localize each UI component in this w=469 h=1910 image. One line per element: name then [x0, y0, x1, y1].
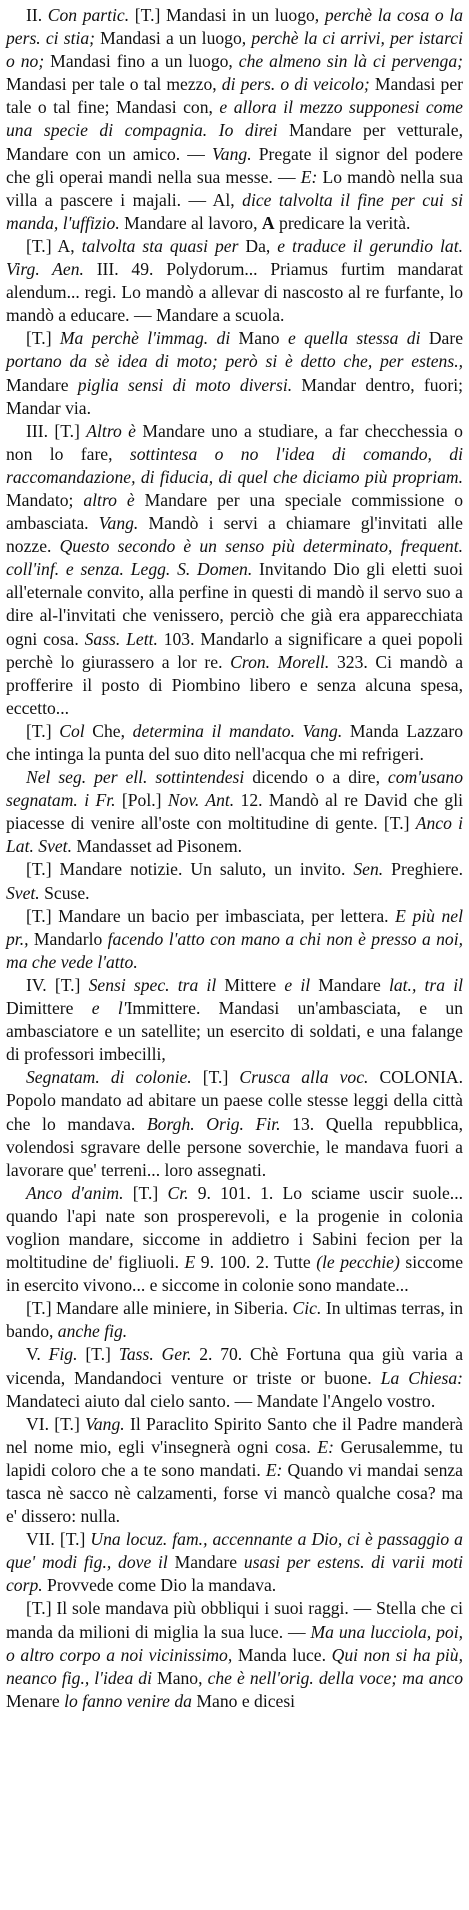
italic-text: Vang. — [85, 1413, 125, 1434]
italic-text: Nel seg. per ell. sottintendesi — [26, 767, 245, 788]
italic-text: lat., tra il — [388, 974, 463, 995]
body-text: Scuse. — [39, 882, 90, 903]
italic-text: E — [184, 1252, 196, 1273]
body-text: Mandare per vetturale, Mandare con un amico. — — [6, 120, 463, 164]
italic-text: Svet. — [6, 882, 40, 903]
body-text: Mandasi fino a un luogo, — [44, 51, 239, 72]
body-text: Mandasi per tale o tal fine; Mandasi con, — [6, 74, 464, 118]
body-text: Mandateci aiuto dal cielo santo. — Mandate l'Angelo vostro. — [6, 1390, 436, 1411]
entry-paragraph — [6, 420, 463, 720]
body-text: Menare — [6, 1690, 65, 1711]
body-text: Quando vi mandai senza tasca nè sacco nè calzamenti, forse vi mancò qualche cosa? ma e' dissero: nulla. — [6, 1459, 463, 1527]
body-text: Lo mandò nella sua villa a pascere i majali. — Al, — [6, 166, 463, 210]
body-text: 2. 70. Chè Fortuna qua giù varia a vicenda, Mandandoci venture or triste or buone. — [6, 1344, 464, 1388]
body-text: Dare — [420, 328, 464, 349]
entry-paragraph — [6, 974, 463, 1066]
italic-text: e quella stessa di — [287, 328, 421, 349]
italic-text: dice talvolta il fine per cui si manda, l'uffizio. — [6, 189, 463, 233]
body-text: Mandare — [310, 974, 389, 995]
entry-paragraph — [6, 1066, 463, 1181]
italic-text: perchè la ci arrivi, per istarci o no; — [6, 28, 463, 72]
italic-text: Segnatam. di colonie. — [26, 1067, 192, 1088]
italic-text: Cron. Morell. — [230, 651, 330, 672]
body-text: VII. [T.] — [26, 1529, 91, 1550]
body-text: predicare la verità. — [274, 212, 411, 233]
italic-text: Sass. Lett. — [84, 628, 158, 649]
entry-paragraph — [6, 1413, 463, 1528]
body-text: [T.] Il sole mandava più obbliqui i suoi raggi. — Stella che ci manda da milioni di miglia la sua luce. — — [6, 1598, 463, 1642]
body-text: [T.] Mandasi in un luogo, — [129, 5, 325, 25]
body-text: Mandar dentro, fuori; Mandar via. — [6, 374, 463, 418]
italic-text: Cr. — [167, 1182, 189, 1203]
italic-text: Crusca alla voc. — [239, 1067, 369, 1088]
body-text: Mandasi a un luogo, — [95, 28, 252, 49]
body-text: Mandare — [6, 374, 78, 395]
entry-paragraph — [6, 766, 463, 858]
italic-text: La Chiesa: — [380, 1367, 463, 1388]
entry-paragraph — [6, 235, 463, 327]
body-text: e dicesi — [241, 1690, 296, 1711]
body-text: Che, — [84, 720, 133, 741]
body-text: [T.] Mandare un bacio per imbasciata, per lettera. — [26, 905, 396, 926]
italic-text: Questo secondo è un senso più determinato, frequent. coll'inf. e senza. Legg. S. Domen. — [6, 536, 463, 580]
italic-text: perchè la cosa o la pers. ci stia; — [6, 5, 464, 49]
italic-text: Una locuz. fam., accennante a Dio, ci è passaggio a que' modi fig., dove il — [6, 1529, 463, 1573]
entry-paragraph — [6, 1297, 463, 1343]
italic-text: che almeno sin là ci pervenga; — [238, 51, 464, 72]
italic-text: Anco d'anim. — [26, 1182, 124, 1203]
italic-text: Altro è — [86, 420, 136, 441]
italic-text: e traduce il gerundio lat. Virg. Aen. — [6, 235, 463, 280]
entry-paragraph — [6, 720, 463, 766]
italic-text: (le pecchie) — [316, 1252, 400, 1273]
body-text: V. — [26, 1344, 49, 1365]
body-text: Mittere — [216, 974, 285, 995]
italic-text: determina il mandato. Vang. — [132, 720, 343, 741]
body-text: [Pol.] — [115, 790, 168, 811]
entry-paragraph — [6, 1182, 463, 1297]
italic-text: Fig. — [48, 1344, 78, 1365]
body-text: [T.] A, — [26, 235, 82, 256]
italic-text: talvolta sta quasi per — [81, 235, 239, 256]
italic-text: Nov. Ant. — [167, 790, 235, 811]
italic-text: portano da sè idea di moto; però si è detto che, per estens., — [6, 351, 463, 372]
body-text: Invitando Dio gli eletti suoi all'eternale convito, alla perfine in questi di mandò il servo suo a dire al-l'invitati che venissero, perciò che già era apparecchiata ogni cosa. — [6, 559, 464, 649]
body-text: [T.] — [191, 1067, 240, 1088]
body-text: siccome in esercito vivono... e siccome in colonie sono mandate... — [6, 1252, 463, 1296]
body-text: 9. 100. 2. Tutte — [195, 1252, 317, 1273]
body-text: Mandato; — [6, 489, 84, 510]
body-text: [T.] Mandare notizie. Un saluto, un invito. — [26, 859, 354, 880]
italic-text: E più nel pr., — [6, 905, 463, 949]
entry-paragraph — [6, 327, 463, 419]
italic-text: sottintesa o no l'idea di comando, di raccomandazione, di fiducia, di quel che diciamo più propriam. — [6, 443, 463, 487]
italic-text: Col — [59, 720, 85, 741]
body-text: [T.] — [123, 1182, 168, 1203]
body-text: 103. Mandarlo a significare a quei popoli perchè lo giurassero a lor re. — [6, 628, 463, 672]
body-text: Mandare al lavoro, — [119, 212, 262, 233]
body-text: [T.] — [77, 1344, 119, 1365]
body-text: Provvede come Dio la mandava. — [42, 1575, 277, 1596]
body-text: Il Paraclito Spirito Santo che il Padre manderà nel nome mio, egli v'insegnerà ogni cosa. — [6, 1413, 463, 1457]
italic-text: Con partic. — [47, 5, 130, 25]
body-text: COLONIA. Popolo mandato ad abitare un paese colle stesse leggi della città che lo mandava. — [6, 1067, 464, 1134]
italic-text: Vang. — [212, 143, 252, 164]
entry-paragraph — [6, 4, 463, 235]
italic-text: altro è — [83, 489, 135, 510]
italic-text: com'usano segnatam. i Fr. — [6, 767, 463, 811]
body-text: [T.] — [26, 720, 60, 741]
body-text: III. [T.] — [26, 420, 87, 441]
italic-text: Ma una lucciola, poi, o altro corpo a noi vicinissimo, — [6, 1621, 463, 1665]
body-text: 12. Mandò al re David che gli piacesse di venire all'oste con moltitudine di gente. [T.] — [6, 790, 463, 834]
body-text: Dimittere — [6, 998, 92, 1019]
body-text: 13. Quella repubblica, volendosi sgravare delle persone soverchie, le mandava fuori a lavorare que' terreni... loro assegnati. — [6, 1113, 464, 1180]
italic-text: Vang. — [98, 513, 139, 534]
italic-text: anche fig. — [57, 1321, 128, 1342]
body-text: Mano — [191, 1690, 242, 1711]
italic-text: Cic. — [292, 1298, 322, 1319]
body-text: [T.] Mandare alle miniere, in Siberia. — [26, 1298, 293, 1319]
body-text: Pregate il signor del podere che gli operai mandi nella sua messe. — — [6, 143, 463, 187]
body-text: [T.] — [26, 328, 60, 349]
body-text: Mandasi per tale o tal mezzo, — [6, 74, 222, 95]
italic-text: e il — [284, 974, 311, 995]
body-text: Mandare uno a studiare, a far checchessia o non lo fare, — [6, 420, 463, 464]
italic-text: piglia sensi di moto diversi. — [77, 374, 293, 395]
body-text: Mandasset ad Pisonem. — [71, 836, 243, 857]
body-text: Mano — [230, 328, 288, 349]
italic-text: Borgh. Orig. Fir. — [146, 1113, 281, 1134]
body-text: Immittere. Mandasi un'ambasciata, e un ambasciatore e un satellite; un esercito di soldati, e una falange di professori imbecilli, — [6, 998, 464, 1065]
italic-text: Anco i Lat. Svet. — [6, 813, 463, 857]
italic-text: Ma perchè l'immag. di — [59, 328, 231, 349]
italic-text: Qui non si ha più, neanco fig., l'idea di — [6, 1644, 463, 1688]
body-text: 323. Ci mandò a profferire il posto di Piombino libero e senza alcuna spesa, eccetto... — [6, 651, 464, 718]
body-text: Da, — [238, 235, 278, 256]
body-text: 9. 101. 1. Lo sciame uscir suole... quando l'api nate son prosperevoli, e la progenie in colonia voglion mandare, siccome in addietro i Sabini fecion per la moltitudine de' figliuoli. — [6, 1182, 463, 1273]
italic-text: che è nell'orig. della voce; ma anco — [207, 1667, 464, 1688]
body-text: Manda Lazzaro che intinga la punta del suo dito nell'acqua che mi refrigeri. — [6, 720, 463, 764]
body-text: III. 49. Polydorum... Priamus furtim mandarat alendum... regi. Lo mandò a allevar di nascosto al re furfante, lo mandò a educare. — Mandare a scuola. — [6, 259, 463, 326]
entry-paragraph — [6, 1597, 463, 1712]
italic-text: facendo l'atto con mano a chi non è presso a noi, ma che vede l'atto. — [6, 928, 463, 972]
bold-text: A — [261, 212, 275, 233]
italic-text: Sen. — [353, 859, 384, 880]
body-text: Preghiere. — [383, 859, 463, 880]
entry-paragraph — [6, 1528, 463, 1597]
body-text: In ultimas terras, in bando, — [6, 1298, 463, 1342]
body-text: Mandò i servi a chiamare gl'invitati alle nozze. — [6, 513, 463, 557]
italic-text: E: — [317, 1436, 334, 1457]
body-text: Mandare per una speciale commissione o ambasciata. — [6, 489, 463, 534]
body-text: Gerusalemme, tu lapidi coloro che a te sono mandati. — [6, 1436, 463, 1480]
italic-text: E: — [300, 166, 318, 187]
italic-text: usasi per estens. di varii moti corp. — [6, 1552, 463, 1596]
body-text: dicendo o a dire, — [244, 767, 388, 788]
italic-text: di pers. o di veicolo; — [221, 74, 370, 95]
body-text: Mandarlo — [28, 928, 108, 949]
body-text: Mandare — [167, 1552, 244, 1573]
entry-paragraph — [6, 905, 463, 974]
body-text: Mano, — [152, 1667, 208, 1688]
body-text: IV. [T.] — [26, 974, 89, 995]
entry-paragraph — [6, 1343, 463, 1412]
italic-text: e l' — [91, 998, 127, 1019]
body-text: Manda luce. — [232, 1644, 332, 1665]
italic-text: lo fanno venire da — [64, 1690, 192, 1711]
body-text: VI. [T.] — [26, 1413, 86, 1434]
italic-text: Tass. Ger. — [118, 1344, 192, 1365]
italic-text: e allora il mezzo supponesi come una specie di compagnia. Io direi — [6, 97, 463, 141]
italic-text: E: — [265, 1459, 283, 1480]
entry-paragraph — [6, 858, 463, 904]
body-text: II. — [26, 5, 48, 25]
italic-text: Sensi spec. tra il — [88, 974, 217, 995]
